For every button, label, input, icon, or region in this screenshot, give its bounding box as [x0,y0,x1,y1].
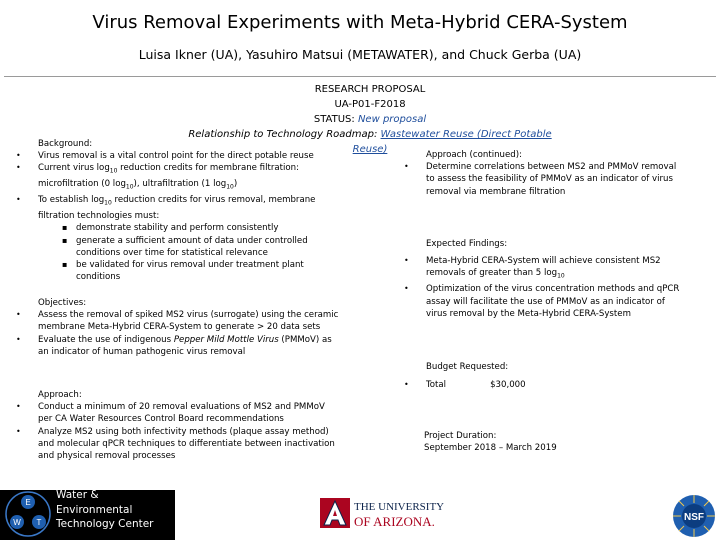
ap-item-2b: and molecular qPCR techniques to differentiate between inactivation [38,438,335,449]
bullet: • [404,380,409,390]
obj-item-1b: membrane Meta-Hybrid CERA-System to generate > 20 data sets [38,322,321,333]
ua-line-1: THE UNIVERSITY [354,501,445,513]
duration-heading: Project Duration: [424,431,497,441]
wetc-name [56,488,175,532]
wetc-logo-block [0,490,175,540]
finding-item-2c: virus removal by the Meta-Hybrid CERA-System [426,308,631,319]
bullet: • [16,334,21,344]
obj-item-2a: Evaluate the use of indigenous [38,334,174,345]
list-item [16,426,358,463]
wetc-line-2: Technology Center [56,518,154,530]
background-heading: Background: [38,139,93,149]
ap-item-2c: and physical removal processes [38,451,176,462]
bullet: • [16,163,21,173]
budget-label: Total [426,380,447,391]
bg-item-1: Virus removal is a vital control point for the direct potable reuse [38,151,314,162]
status-value: New proposal [357,114,427,125]
roadmap-link[interactable]: Wastewater Reuse (Direct Potable Reuse) [352,129,552,155]
proposal-label: RESEARCH PROPOSAL [314,84,426,95]
bullet: • [404,256,409,266]
bullet: • [16,402,21,412]
ac-item-1a: Determine correlations between MS2 and PMMoV removal [426,162,677,173]
sub-item-2b: conditions over time for statistical relevance [76,247,268,258]
nsf-text: NSF [684,512,704,523]
sub-item-3a: be validated for virus removal under treatment plant [76,259,304,270]
list-item [404,283,716,320]
page-title: Virus Removal Experiments with Meta-Hybrid CERA-System [92,12,628,33]
obj-item-1a: Assess the removal of spiked MS2 virus (surrogate) using the ceramic [38,310,339,321]
objectives-section [16,297,358,358]
budget-value: $30,000 [490,380,526,391]
list-item [16,309,358,333]
nsf-logo-icon [672,494,716,538]
approach-continued-section [404,149,716,198]
list-item [404,161,716,198]
list-item [16,334,358,358]
ua-logo-icon [318,492,445,534]
duration-section [424,430,714,454]
list-item [16,401,358,425]
bg-item-2a: Current virus log [38,163,110,174]
finding-item-1a: Meta-Hybrid CERA-System will achieve consistent MS2 [426,256,661,267]
ap-item-2a: Analyze MS2 using both infectivity methods (plaque assay method) [38,426,329,437]
proposal-status [170,112,570,127]
bg-item-3b: reduction credits for virus removal, membrane [111,195,316,206]
footer [0,490,720,540]
sub-list-item [38,235,358,259]
bg-item-3a: To establish log [38,195,105,206]
ap-item-1b: per CA Water Resources Control Board recommendations [38,414,284,425]
sub-bullet: ▪ [62,259,68,269]
ac-item-1c: removal via membrane filtration [426,186,566,197]
ac-item-1b: to assess the feasibility of PMMoV as an indicator of virus [426,174,673,185]
bg-item-2b: reduction credits for membrane filtration: [117,163,300,174]
obj-item-2b: Pepper Mild Mottle Virus [173,334,279,345]
list-item [16,162,358,194]
approach-heading: Approach: [38,390,82,400]
log-subscript: 10 [226,184,234,192]
bullet: • [16,426,21,436]
bg-item-2e: ) [233,179,238,190]
sub-bullet: ▪ [62,235,68,245]
findings-heading: Expected Findings: [426,239,508,249]
authors: Luisa Ikner (UA), Yasuhiro Matsui (METAWATER), and Chuck Gerba (UA) [138,47,582,62]
obj-item-2c: (PMMoV) as [278,334,332,345]
wetc-line-1: Water & Environmental [56,489,133,516]
approach-continued-heading: Approach (continued): [426,150,522,160]
wetc-logo-icon [2,490,54,540]
finding-item-1b: removals of greater than 5 log [426,268,558,279]
sub-item-3b: conditions [76,272,121,283]
log-subscript: 10 [109,168,118,176]
bg-item-2c: microfiltration (0 log [38,179,126,190]
duration-value: September 2018 – March 2019 [424,443,557,454]
log-subscript: 10 [125,184,134,192]
list-item [16,150,358,162]
sub-list-item [38,259,358,283]
sub-item-1: demonstrate stability and perform consistently [76,223,279,234]
list-item [404,379,716,391]
bg-item-2d: ), ultrafiltration (1 log [133,179,227,190]
objectives-heading: Objectives: [38,298,87,308]
bg-item-3c: filtration technologies must: [38,211,160,222]
roadmap-label: Relationship to Technology Roadmap: [188,129,381,140]
header-divider [4,76,716,77]
list-item [404,255,716,283]
bullet: • [404,284,409,294]
finding-item-2b: assay will facilitate the use of PMMoV as an indicator of [426,296,665,307]
bullet: • [16,151,21,161]
sub-item-2a: generate a sufficient amount of data under controlled [76,235,308,246]
ap-item-1a: Conduct a minimum of 20 removal evaluations of MS2 and PMMoV [38,402,325,413]
sub-bullet: ▪ [62,223,68,233]
university-of-arizona-logo [318,492,445,534]
finding-item-2a: Optimization of the virus concentration methods and qPCR [426,284,680,295]
list-item [16,194,358,222]
log-subscript: 10 [104,199,112,207]
obj-item-2d: an indicator of human pathogenic virus removal [38,346,246,357]
wetc-letter-w: W [13,518,21,527]
approach-section [16,389,358,462]
budget-heading: Budget Requested: [426,362,509,372]
bullet: • [404,162,409,172]
proposal-id: UA-P01-F2018 [334,99,406,110]
budget-section [404,361,716,391]
wetc-letter-t: T [36,518,42,527]
bullet: • [16,195,21,205]
ua-line-2: OF ARIZONA. [354,514,435,529]
findings-section [404,238,716,320]
sub-list-item [38,222,358,234]
bullet: • [16,310,21,320]
wetc-letter-e: E [25,498,31,507]
status-label: STATUS: [313,114,358,125]
log-subscript: 10 [557,273,565,281]
background-section [16,138,358,283]
